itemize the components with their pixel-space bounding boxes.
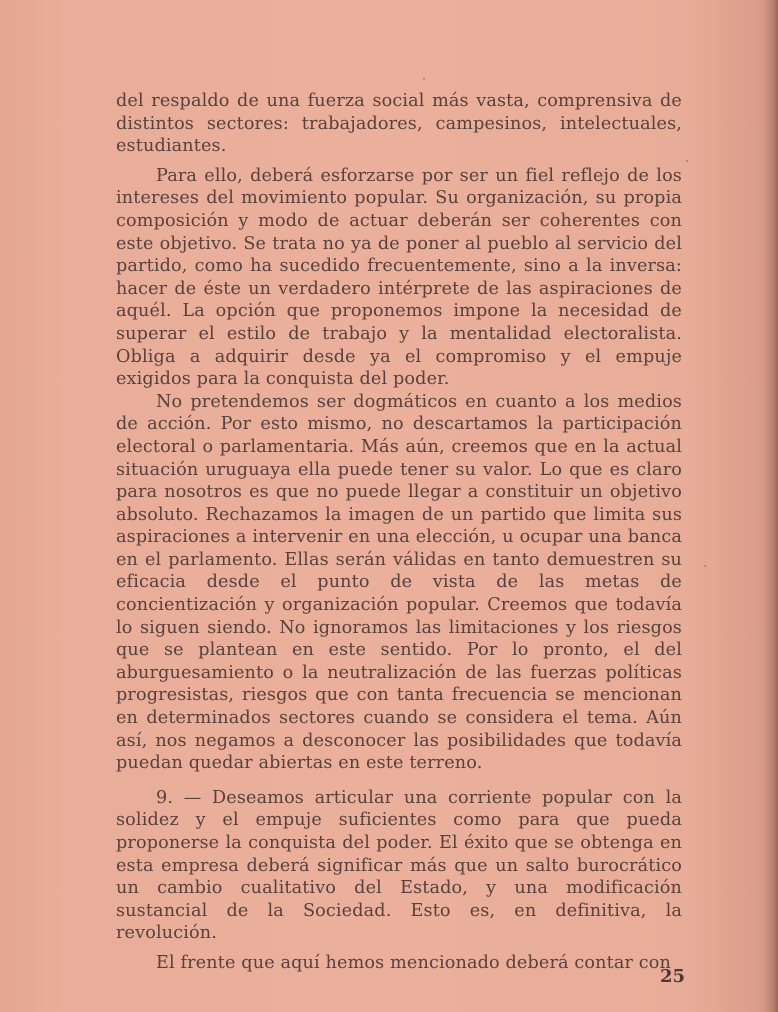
paper-speck (423, 78, 425, 80)
paragraph-final: El frente que aquí hemos mencionado deberá contar con (156, 952, 672, 973)
paragraph: Para ello, deberá esforzarse por ser un fiel reflejo de los intereses del movimiento popular. Su organización, su propia composición y modo de actuar deberán ser coherentes con este objetivo. Se trata no ya de poner al pueblo al servicio del partido, como ha sucedido frecuentemente, sino a la inversa: hacer de éste un verdadero intérprete de las aspiraciones de aquél. La opción que proponemos impone la necesidad de superar el estilo de trabajo y la mentalidad electoralista. Obliga a adquirir desde ya el compromiso y el empuje exigidos para la conquista del poder. (116, 165, 682, 390)
body-text (116, 90, 682, 975)
paragraph: No pretendemos ser dogmáticos en cuanto a los medios de acción. Por esto mismo, no descartamos la participación electoral o parlamentaria. Más aún, creemos que en la actual situación uruguaya ella puede tener su valor. Lo que es claro para nosotros es que no puede llegar a constituir un objetivo absoluto. Rechazamos la imagen de un partido que limita sus aspiraciones a intervenir en una elección, u ocupar una banca en el parlamento. Ellas serán válidas en tanto demuestren su eficacia desde el punto de vista de las metas de concientización y organización popular. Creemos que todavía lo siguen siendo. No ignoramos las limitaciones y los riesgos que se plantean en este sentido. Por lo pronto, el del aburguesamiento o la neutralización de las fuerzas políticas progresistas, riesgos que con tanta frecuencia se mencionan en determinados sectores cuando se considera el tema. Aún así, nos negamos a desconocer las posibilidades que todavía puedan quedar abiertas en este terreno. (116, 391, 682, 774)
page-number: 25 (660, 966, 686, 987)
page-edge-shadow (764, 0, 778, 1012)
paper-speck (704, 565, 706, 567)
paper-speck (686, 160, 688, 162)
paragraph-section-9: 9. — Deseamos articular una corriente popular con la solidez y el empuje suficientes como para que pueda proponerse la conquista del poder. El éxito que se obtenga en esta empresa deberá significar más que un salto burocrático un cambio cualitativo del Estado, y una modificación sustancial de la Sociedad. Esto es, en definitiva, la revolución. (116, 787, 682, 944)
paragraph-continuation: del respaldo de una fuerza social más vasta, comprensiva de distintos sectores: trabajadores, campesinos, intelectuales, estudiantes. (116, 91, 682, 157)
